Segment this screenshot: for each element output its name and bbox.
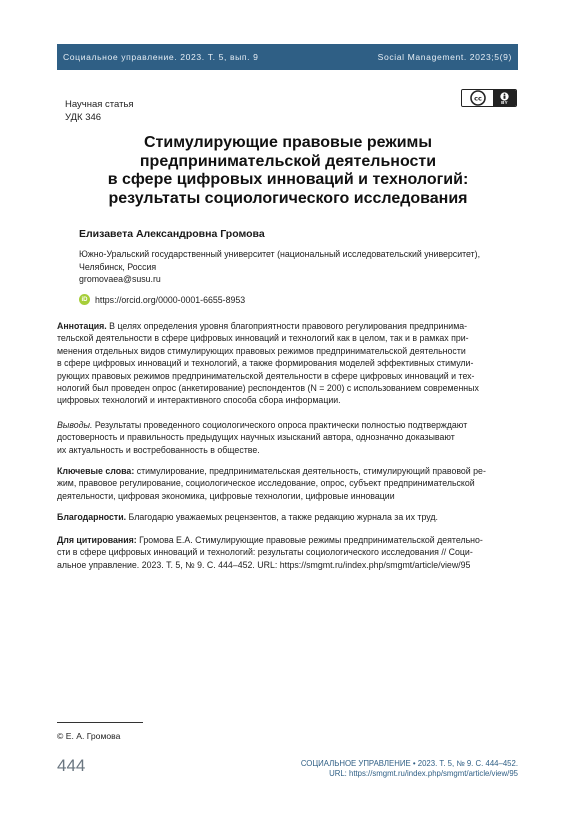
footer-url[interactable]: URL: https://smgmt.ru/index.php/smgmt/article/view/95	[329, 769, 518, 778]
title-line: в сфере цифровых инноваций и технологий:	[107, 171, 469, 188]
title-line: результаты социологического исследования	[108, 189, 468, 207]
abstract-label: Аннотация.	[57, 321, 107, 331]
affiliation-line: Южно-Уральский государственный университет (национальный исследовательский университет),	[79, 249, 481, 259]
footnote-divider	[57, 722, 143, 723]
keywords-label: Ключевые слова:	[57, 466, 135, 476]
conclusions-line: Результаты проведенного социологического опроса практически полностью подтверждают	[92, 420, 468, 430]
author-name: Елизавета Александровна Громова	[79, 228, 265, 240]
keywords	[57, 465, 520, 502]
title-line: предпринимательской деятельности	[139, 152, 437, 170]
abstract-line: в сфере цифровых инноваций и технологий, а также формирования моделей эффективных стимули-	[57, 358, 474, 369]
abstract-line: цифровых технологий и интерактивного способа сбора информации.	[57, 395, 341, 406]
orcid-row	[79, 294, 245, 305]
cc-by-license-badge[interactable]	[461, 89, 517, 107]
acknowledgements	[57, 511, 520, 523]
running-header-right: Social Management. 2023;5(9)	[377, 52, 512, 62]
citation-line[interactable]: альное управление. 2023. Т. 5, № 9. С. 444–452. URL: https://smgmt.ru/index.php/smgmt/article/view/95	[57, 559, 471, 570]
running-footer	[301, 759, 518, 779]
conclusions-line: их актуальность и востребованность в обществе.	[57, 444, 260, 455]
by-icon	[493, 90, 516, 106]
abstract	[57, 320, 520, 407]
cc-icon	[462, 90, 493, 106]
keywords-line: деятельности, цифровая экономика, цифровые технологии, цифровые инновации	[57, 490, 395, 501]
abstract-line: В целях определения уровня благоприятности правового регулирования предпринима-	[106, 321, 468, 331]
keywords-line: жим, правовое регулирование, социологическое исследование, опрос, субъект предпринимательской	[57, 478, 475, 489]
footer-journal-line: СОЦИАЛЬНОЕ УПРАВЛЕНИЕ • 2023. Т. 5, № 9. С. 444–452.	[300, 759, 518, 768]
author-affiliation	[79, 248, 480, 286]
affiliation-line: Челябинск, Россия	[79, 261, 157, 272]
svg-text:cc: cc	[473, 94, 482, 103]
citation-line: сти в сфере цифровых инноваций и технологий: результаты социологического исследования // Соци-	[57, 547, 473, 558]
orcid-icon: iD	[79, 294, 90, 305]
page-number: 444	[57, 756, 86, 775]
copyright-notice: © Е. А. Громова	[57, 731, 121, 741]
udc-code: УДК 346	[65, 112, 102, 123]
running-header	[57, 44, 518, 70]
abstract-line: нологий был проведен опрос (анкетирование) респондентов (N = 200) с использованием современных	[57, 383, 479, 394]
acknowledgements-label: Благодарности.	[57, 512, 127, 522]
keywords-line: стимулирование, предпринимательская деятельность, стимулирующий правовой ре-	[134, 466, 486, 476]
author-email[interactable]: gromovaea@susu.ru	[79, 274, 161, 285]
abstract-line: рующих правовых режимов предпринимательской деятельности в сфере цифровых инноваций и тех-	[57, 370, 475, 381]
citation	[57, 534, 520, 571]
citation-line: Громова Е.А. Стимулирующие правовые режимы предпринимательской деятельно-	[136, 535, 483, 545]
orcid-link[interactable]: https://orcid.org/0000-0001-6655-8953	[95, 294, 246, 305]
abstract-line: менения отдельных видов стимулирующих правовых режимов предпринимательской деятельности	[57, 345, 466, 356]
by-label: BY	[501, 99, 508, 105]
conclusions-label: Выводы.	[57, 420, 93, 430]
acknowledgements-text: Благодарю уважаемых рецензентов, а также редакцию журнала за их труд.	[126, 512, 438, 522]
citation-label: Для цитирования:	[57, 535, 137, 545]
abstract-line: тельской деятельности в сфере цифровых инноваций и технологий как в целом, так и в рамках при-	[57, 333, 469, 344]
title-line: Стимулирующие правовые режимы	[143, 134, 433, 151]
running-header-left: Социальное управление. 2023. Т. 5, вып. 9	[63, 52, 259, 62]
article-title	[57, 134, 519, 208]
conclusions	[57, 419, 520, 456]
article-type: Научная статья	[65, 99, 134, 110]
conclusions-line: достоверность и правильность предыдущих научных изысканий автора, однозначно доказывают	[57, 432, 455, 443]
article-meta	[65, 98, 134, 124]
